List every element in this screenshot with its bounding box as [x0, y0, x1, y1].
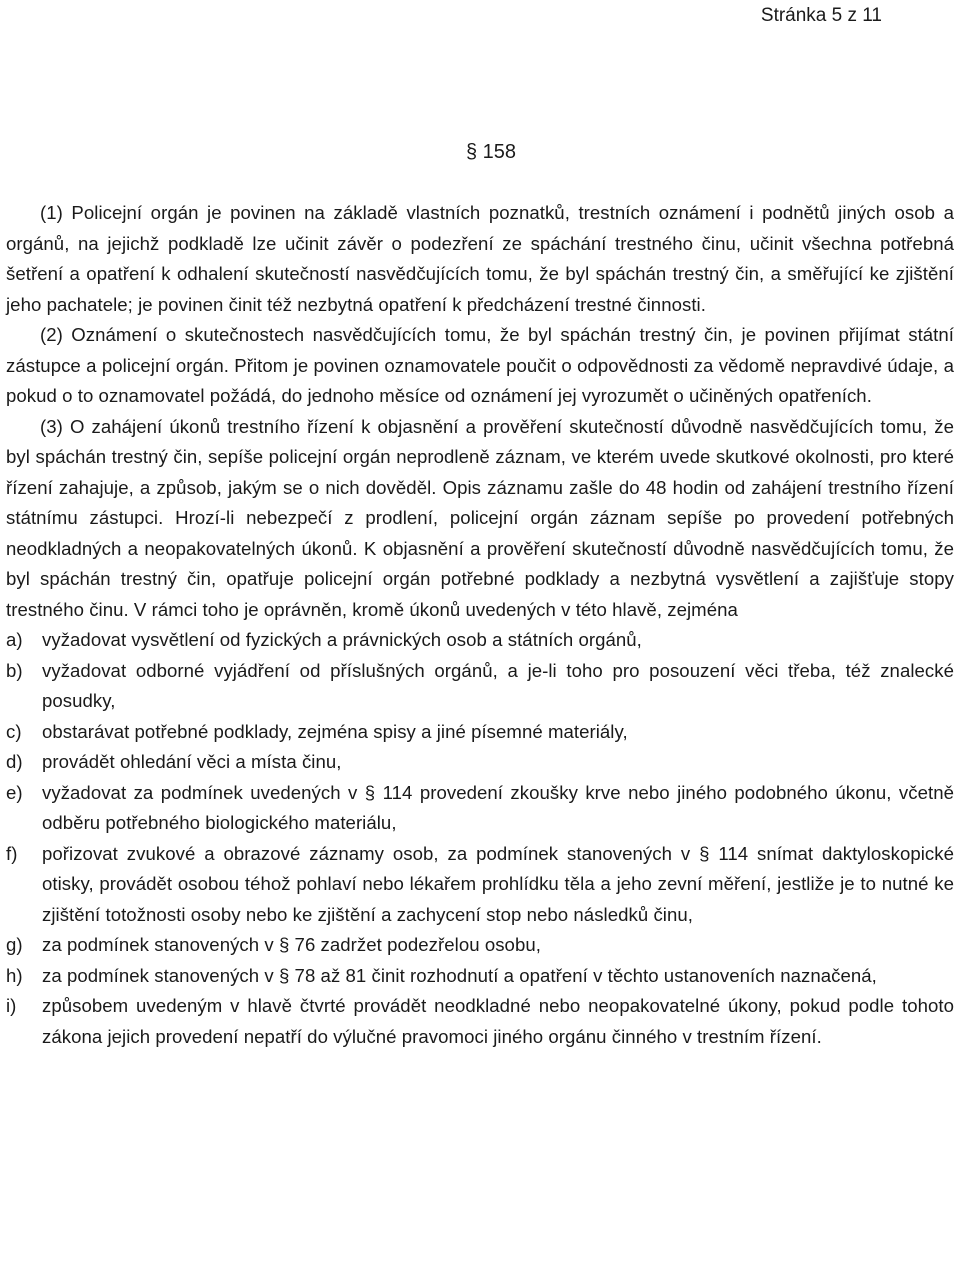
list-item-text: pořizovat zvukové a obrazové záznamy osob, za podmínek stanovených v § 114 snímat daktyloskopické otisky, provádět osobou téhož pohlaví nebo lékařem prohlídku těla a jeho zevní měření, jestliže je to nutné ke zjištění totožnosti osoby nebo ke zjištění a zachycení stop nebo následků činu, [42, 842, 954, 925]
list-item-c [6, 717, 954, 748]
paragraph-3: (3) O zahájení úkonů trestního řízení k objasnění a prověření skutečností důvodně nasvědčujících tomu, že byl spáchán trestný čin, sepíše policejní orgán neprodleně záznam, ve kterém uvede skutkové okolnosti, pro které řízení zahajuje, a způsob, jakým se o nich dověděl. Opis záznamu zašle do 48 hodin od zahájení trestního řízení státnímu zástupci. Hrozí-li nebezpečí z prodlení, policejní orgán záznam sepíše po provedení potřebných neodkladných a neopakovatelných úkonů. K objasnění a prověření skutečností důvodně nasvědčujících tomu, že byl spáchán trestný čin, opatřuje policejní orgán potřebné podklady a nezbytná vysvětlení a zajišťuje stopy trestného činu. V rámci toho je oprávněn, kromě úkonů uvedených v této hlavě, zejména [6, 415, 954, 620]
list-marker: f) [6, 842, 18, 864]
list-marker: h) [6, 964, 23, 986]
list-item-e [6, 778, 954, 839]
list-item-text: vyžadovat za podmínek uvedených v § 114 provedení zkoušky krve nebo jiného podobného úkonu, včetně odběru potřebného biologického materiálu, [42, 781, 954, 833]
list-item-f [6, 839, 954, 931]
list-marker: c) [6, 720, 22, 742]
document-body [6, 198, 954, 1052]
authority-list [6, 625, 954, 1052]
list-item-i [6, 991, 954, 1052]
list-item-text: způsobem uvedeným v hlavě čtvrté provádět neodkladné nebo neopakovatelné úkony, pokud podle tohoto zákona jejich provedení nepatří do výlučné pravomoci jiného orgánu činného v trestním řízení. [42, 995, 954, 1047]
list-marker: a) [6, 629, 23, 650]
list-marker: b) [6, 659, 23, 681]
list-item-a [6, 625, 954, 656]
list-marker: i) [6, 995, 17, 1016]
list-marker: d) [6, 751, 23, 772]
list-item-text: provádět ohledání věci a místa činu, [42, 751, 342, 772]
list-item-text: za podmínek stanovených v § 78 až 81 činit rozhodnutí a opatření v těchto ustanoveních naznačená, [42, 964, 877, 986]
list-item-b [6, 656, 954, 717]
list-item-text: obstarávat potřebné podklady, zejména spisy a jiné písemné materiály, [42, 720, 628, 742]
list-marker: g) [6, 934, 23, 955]
list-item-text: za podmínek stanovených v § 76 zadržet podezřelou osobu, [42, 934, 541, 955]
list-marker: e) [6, 781, 23, 803]
list-item-d [6, 747, 954, 778]
page-number: Stránka 5 z 11 [760, 5, 882, 26]
list-item-g [6, 930, 954, 961]
paragraph-2: (2) Oznámení o skutečnostech nasvědčujících tomu, že byl spáchán trestný čin, je povinen přijímat státní zástupce a policejní orgán. Přitom je povinen oznamovatele poučit o odpovědnosti za vědomě nepravdivé údaje, a pokud o to oznamovatel požádá, do jednoho měsíce od oznámení jej vyrozumět o učiněných opatřeních. [6, 324, 954, 406]
list-item-text: vyžadovat odborné vyjádření od příslušných orgánů, a je-li toho pro posouzení věci třeba, též znalecké posudky, [42, 659, 954, 711]
list-item-h [6, 961, 954, 992]
paragraph-1: (1) Policejní orgán je povinen na základě vlastních poznatků, trestních oznámení i podnětů jiných osob a orgánů, na jejichž podkladě lze učinit závěr o podezření ze spáchání trestného činu, učinit všechna potřebná šetření a opatření k odhalení skutečností nasvědčujících tomu, že byl spáchán trestný čin, a směřující ke zjištění jeho pachatele; je povinen činit též nezbytná opatření k předcházení trestné činnosti. [6, 202, 954, 315]
section-title: § 158 [465, 141, 517, 163]
list-item-text: vyžadovat vysvětlení od fyzických a právnických osob a státních orgánů, [42, 629, 642, 650]
